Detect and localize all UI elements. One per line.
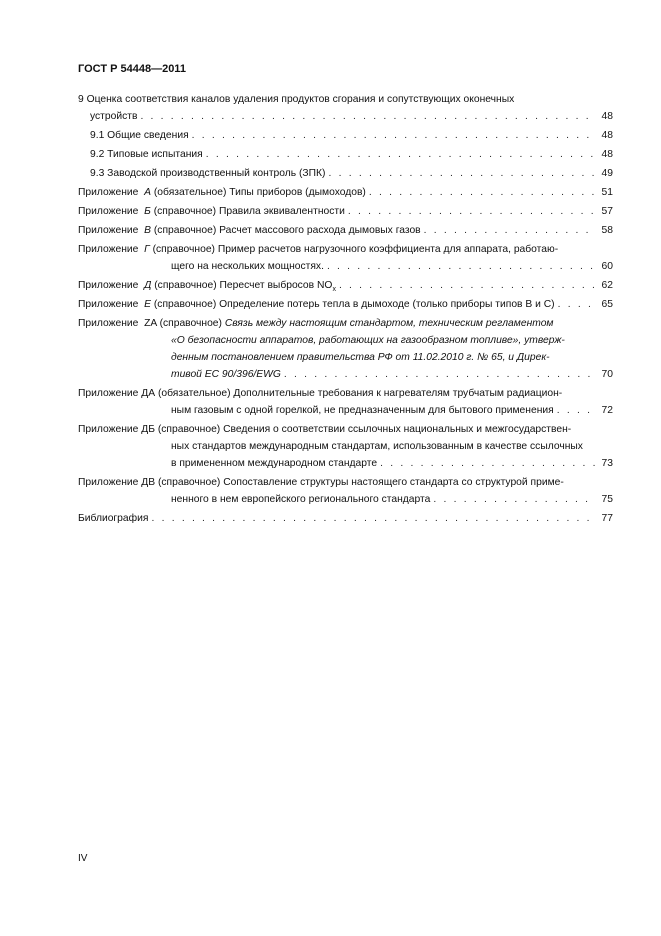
toc-text: Приложение Д (справочное) Пересчет выбросов $NO_x$ [78, 280, 336, 294]
toc-text: тивой ЕС 90/396/EWG [171, 369, 281, 380]
toc-text: Приложение Г (справочное) Пример расчетов нагрузочного коэффициента для аппарата, работаю- [78, 244, 559, 255]
dot-leader [557, 402, 596, 419]
toc-entry-9-2 [78, 146, 613, 163]
page-number: 73 [601, 458, 613, 469]
toc-entry-9-3 [78, 165, 613, 182]
dot-leader [284, 366, 596, 383]
toc-entry-appendix-e [78, 296, 613, 313]
toc-text: в примененном международном стандарте [171, 458, 378, 469]
toc-text: ным газовым с одной горелкой, не предназначенным для бытового применения [171, 405, 554, 416]
toc-entry-appendix-da [78, 385, 613, 419]
page-number: 57 [601, 206, 613, 217]
page-number: 75 [601, 494, 613, 505]
toc-text: денным постановлением правительства РФ от 11.02.2010 г. № 65, и Дирек- [171, 352, 550, 363]
page-number: 60 [601, 261, 613, 272]
toc-text: Приложение Е (справочное) Определение потерь тепла в дымоходе (только приборы типов В и С) [78, 299, 555, 310]
toc-entry-appendix-za [78, 315, 613, 383]
toc-text: ных стандартов международным стандартам, использованным в качестве ссылочных [171, 441, 583, 452]
dot-leader [151, 510, 596, 527]
toc-text: Приложение В (справочное) Расчет массового расхода дымовых газов [78, 225, 421, 236]
page-number: 48 [601, 111, 613, 122]
dot-leader [206, 146, 596, 163]
dot-leader [433, 491, 596, 508]
toc-entry-bibliography [78, 510, 613, 527]
page-number: 48 [601, 149, 613, 160]
page-number: 49 [601, 168, 613, 179]
toc-text: Приложение ZA (справочное) Связь между настоящим стандартом, техническим регламентом [78, 318, 554, 329]
page-number: 65 [601, 299, 613, 310]
page-number: 58 [601, 225, 613, 236]
dot-leader [327, 258, 596, 275]
page-number: 51 [601, 187, 613, 198]
toc-entry-appendix-b [78, 203, 613, 220]
toc-text: Библиография [78, 513, 149, 524]
toc-entry-appendix-dv [78, 474, 613, 508]
page-number: 70 [601, 369, 613, 380]
toc-text: ненного в нем европейского регионального стандарта [171, 494, 431, 505]
toc-entry-appendix-v [78, 222, 613, 239]
toc-entry-section-9 [78, 91, 613, 125]
page-footer-number: IV [78, 853, 88, 864]
toc-entry-appendix-a [78, 184, 613, 201]
dot-leader [192, 127, 596, 144]
toc-text: «О безопасности аппаратов, работающих на газообразном топливе», утверж- [171, 335, 565, 346]
toc-text: щего на нескольких мощностях. [171, 261, 324, 272]
dot-leader [380, 455, 596, 472]
toc-text: 9.2 Типовые испытания [90, 149, 203, 160]
dot-leader [140, 108, 596, 125]
dot-leader [328, 165, 596, 182]
toc-text: 9.3 Заводской производственный контроль (ЗПК) [90, 168, 326, 179]
page-number: 77 [601, 513, 613, 524]
page-number: 62 [601, 280, 613, 291]
document-header: ГОСТ Р 54448—2011 [78, 63, 186, 75]
toc-text: устройств [90, 111, 138, 122]
toc-text: 9 Оценка соответствия каналов удаления продуктов сгорания и сопутствующих оконечных [78, 94, 515, 105]
dot-leader [369, 184, 596, 201]
table-of-contents [78, 91, 613, 529]
toc-text: Приложение А (обязательное) Типы приборов (дымоходов) [78, 187, 366, 198]
toc-text: Приложение ДБ (справочное) Сведения о соответствии ссылочных национальных и межгосударствен- [78, 424, 572, 435]
dot-leader [348, 203, 596, 220]
dot-leader [424, 222, 596, 239]
toc-text: Приложение ДА (обязательное) Дополнительные требования к нагревателям трубчатым радиацион- [78, 388, 563, 399]
toc-entry-9-1 [78, 127, 613, 144]
toc-entry-appendix-g [78, 241, 613, 275]
toc-text: Приложение ДВ (справочное) Сопоставление структуры настоящего стандарта со структурой приме- [78, 477, 564, 488]
dot-leader [558, 296, 596, 313]
page-number: 72 [601, 405, 613, 416]
toc-text: Приложение Б (справочное) Правила эквивалентности [78, 206, 345, 217]
page-number: 48 [601, 130, 613, 141]
toc-text: 9.1 Общие сведения [90, 130, 189, 141]
dot-leader [339, 277, 596, 294]
toc-entry-appendix-d [78, 277, 613, 294]
toc-entry-appendix-db [78, 421, 613, 472]
